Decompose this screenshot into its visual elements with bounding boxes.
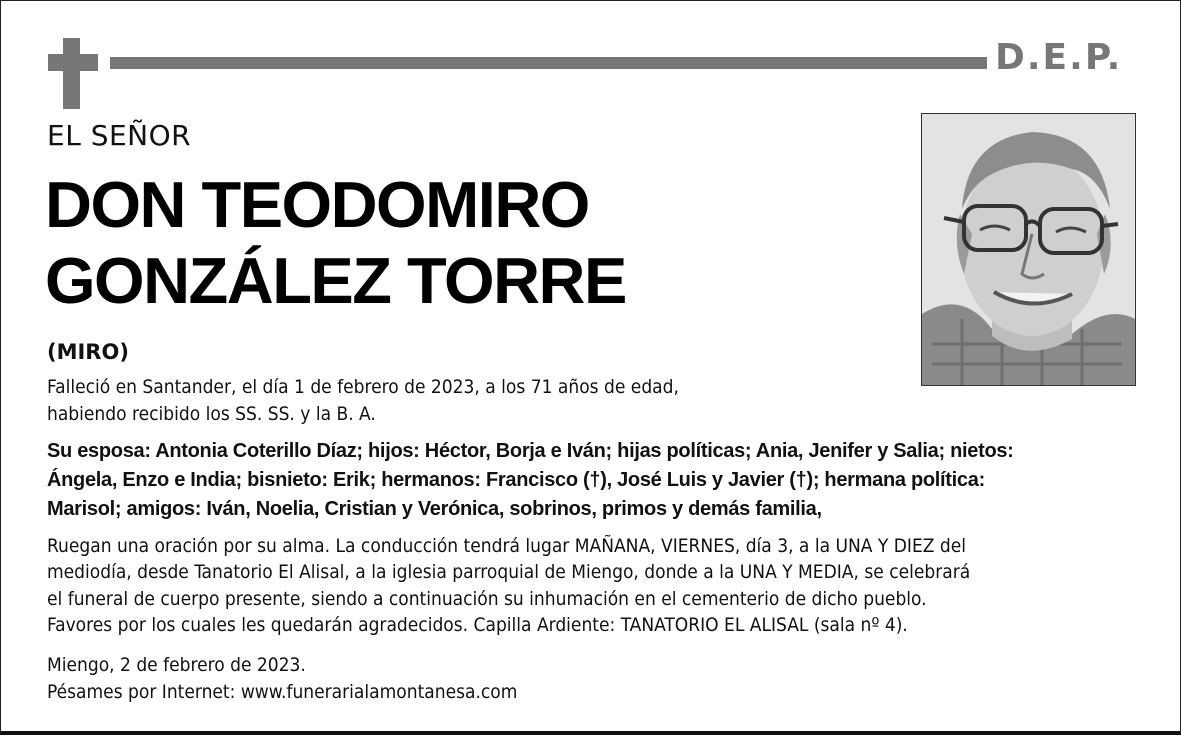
family-line-1: Su esposa: Antonia Coterillo Díaz; hijos: Héctor, Borja e Iván; hijas políticas; Ania, Jenifer y Salia; nietos: [47,440,1014,462]
ceremony-line-4: Favores por los cuales les quedarán agradecidos. Capilla Ardiente: TANATORIO EL ALISAL (sala nº 4). [47,614,908,636]
cross-icon-bar [48,54,98,71]
intro-line-2: habiendo recibido los SS. SS. y la B. A. [47,403,376,425]
header-rule [110,57,987,69]
family-line-3: Marisol; amigos: Iván, Noelia, Cristian y Verónica, sobrinos, primos y demás familia, [47,498,822,520]
name-line-1: DON TEODOMIRO [45,168,589,241]
ceremony-line-3: el funeral de cuerpo presente, siendo a continuación su inhumación en el cementerio de dicho pueblo. [47,588,927,610]
place-date: Miengo, 2 de febrero de 2023. [47,654,306,676]
portrait-image [922,114,1135,385]
ceremony-line-1: Ruegan una oración por su alma. La conducción tendrá lugar MAÑANA, VIERNES, día 3, a la UNA Y DIEZ del [47,535,967,557]
honorific-title: EL SEÑOR [47,119,192,152]
cross-icon [63,38,80,109]
portrait-photo [921,113,1136,386]
family-line-2: Ángela, Enzo e India; bisnieto: Erik; hermanos: Francisco (†), José Luis y Javier (†); hermana política: [47,469,985,491]
deceased-name [45,167,626,319]
ceremony-line-2: mediodía, desde Tanatorio El Alisal, a la iglesia parroquial de Miengo, donde a la UNA Y MEDIA, se celebrará [47,561,971,583]
condolences-link: Pésames por Internet: www.funerarialamontanesa.com [47,681,518,703]
deceased-alias: (MIRO) [47,340,129,364]
name-line-2: GONZÁLEZ TORRE [45,244,626,317]
intro-line-1: Falleció en Santander, el día 1 de febrero de 2023, a los 71 años de edad, [47,376,679,398]
dep-label: D.E.P. [995,37,1123,78]
